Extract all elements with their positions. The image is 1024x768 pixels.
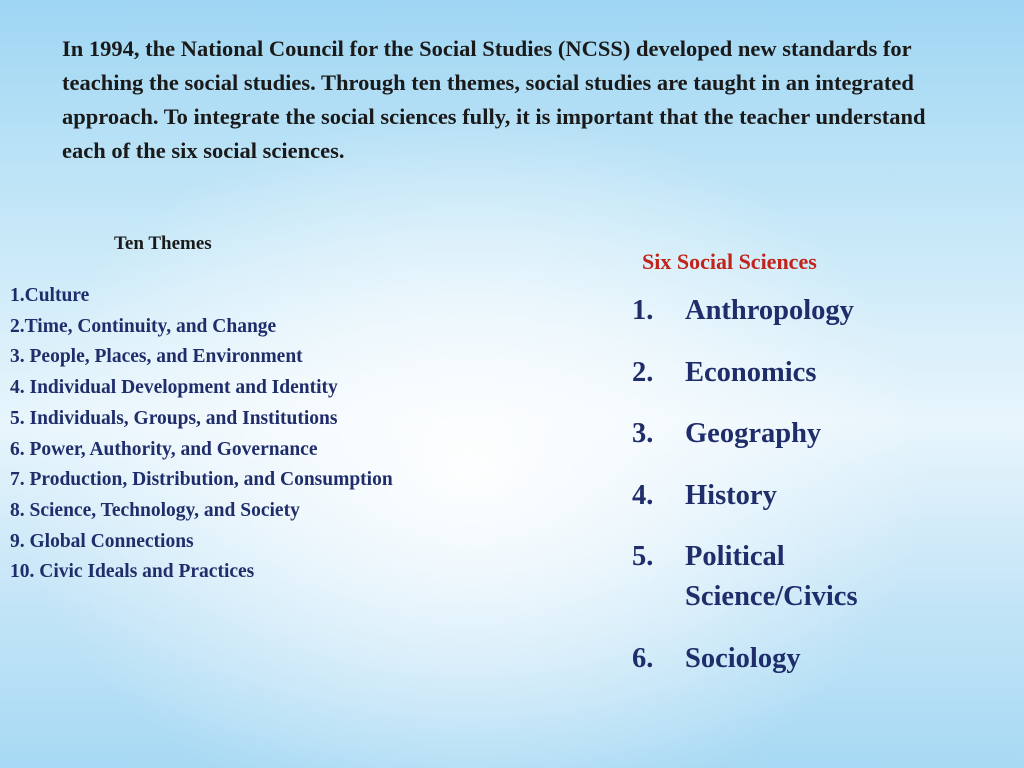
science-label: Economics: [685, 356, 817, 388]
science-item: [632, 291, 972, 331]
science-label: Anthropology: [685, 295, 854, 326]
science-label: History: [685, 479, 777, 511]
science-item: [632, 353, 972, 393]
theme-item: 6. Power, Authority, and Governance: [10, 438, 318, 460]
theme-item: 5. Individuals, Groups, and Institutions: [10, 407, 338, 429]
science-number: 1.: [632, 295, 654, 326]
six-sciences-list: [632, 291, 972, 700]
theme-item: 8. Science, Technology, and Society: [10, 499, 300, 521]
theme-item: 1.Culture: [10, 285, 90, 306]
science-item: [632, 537, 972, 617]
science-item: [632, 414, 972, 454]
science-item: [632, 476, 972, 516]
science-number: 5.: [632, 541, 654, 572]
six-sciences-heading: Six Social Sciences: [642, 249, 817, 274]
science-number: 2.: [632, 356, 654, 388]
theme-item: 7. Production, Distribution, and Consumption: [10, 469, 393, 491]
science-number: 3.: [632, 418, 654, 449]
theme-item: 3. People, Places, and Environment: [10, 346, 303, 368]
theme-item: 4. Individual Development and Identity: [10, 377, 338, 399]
science-label: Political Science/Civics: [685, 541, 858, 612]
ten-themes-heading: Ten Themes: [114, 233, 212, 254]
science-label: Sociology: [685, 642, 801, 674]
science-item: [632, 639, 972, 679]
science-number: 4.: [632, 479, 654, 511]
science-number: 6.: [632, 642, 654, 674]
theme-item: 2.Time, Continuity, and Change: [10, 315, 277, 337]
science-label: Geography: [685, 418, 822, 449]
theme-item: 10. Civic Ideals and Practices: [10, 561, 255, 583]
theme-item: 9. Global Connections: [10, 530, 194, 552]
intro-paragraph: In 1994, the National Council for the Social Studies (NCSS) developed new standards for teaching the social studies. Through ten themes, social studies are taught in an integrated approach. To integrate the social sciences fully, it is important that the teacher understand each of the six social sciences.: [62, 36, 926, 163]
ten-themes-list: [10, 281, 393, 588]
